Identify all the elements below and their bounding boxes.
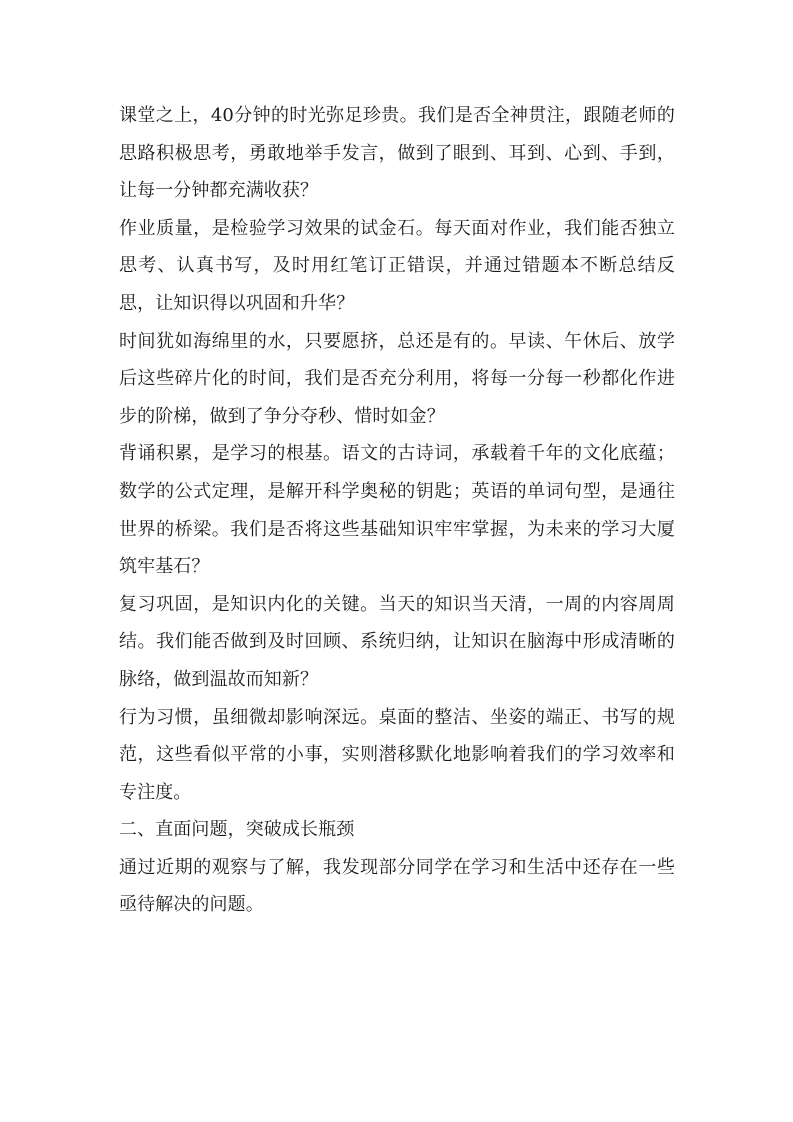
paragraph-review: 复习巩固，是知识内化的关键。当天的知识当天清，一周的内容周周结。我们能否做到及时回顾、系统归纳，让知识在脑海中形成清晰的脉络，做到温故而知新？ [119,593,675,690]
section-heading: 二、直面问题，突破成长瓶颈 [119,819,355,841]
paragraph-problems: 通过近期的观察与了解，我发现部分同学在学习和生活中还存在一些亟待解决的问题。 [119,856,675,916]
paragraph-recitation: 背诵积累，是学习的根基。语文的古诗词，承载着千年的文化底蕴；数学的公式定理，是解开科学奥秘的钥匙；英语的单词句型，是通往世界的桥梁。我们是否将这些基础知识牢牢掌握，为未来的学习大厦筑牢基石？ [119,443,675,578]
paragraph-classroom: 课堂之上，40分钟的时光弥足珍贵。我们是否全神贯注，跟随老师的思路积极思考，勇敢地举手发言，做到了眼到、耳到、心到、手到，让每一分钟都充满收获？ [119,105,675,202]
document-body [119,97,675,924]
paragraph-time: 时间犹如海绵里的水，只要愿挤，总还是有的。早读、午休后、放学后这些碎片化的时间，我们是否充分利用，将每一分每一秒都化作进步的阶梯，做到了争分夺秒、惜时如金？ [119,330,675,427]
paragraph-habits: 行为习惯，虽细微却影响深远。桌面的整洁、坐姿的端正、书写的规范，这些看似平常的小事，实则潜移默化地影响着我们的学习效率和专注度。 [119,706,675,803]
paragraph-homework: 作业质量，是检验学习效果的试金石。每天面对作业，我们能否独立思考、认真书写，及时用红笔订正错误，并通过错题本不断总结反思，让知识得以巩固和升华？ [119,217,675,314]
